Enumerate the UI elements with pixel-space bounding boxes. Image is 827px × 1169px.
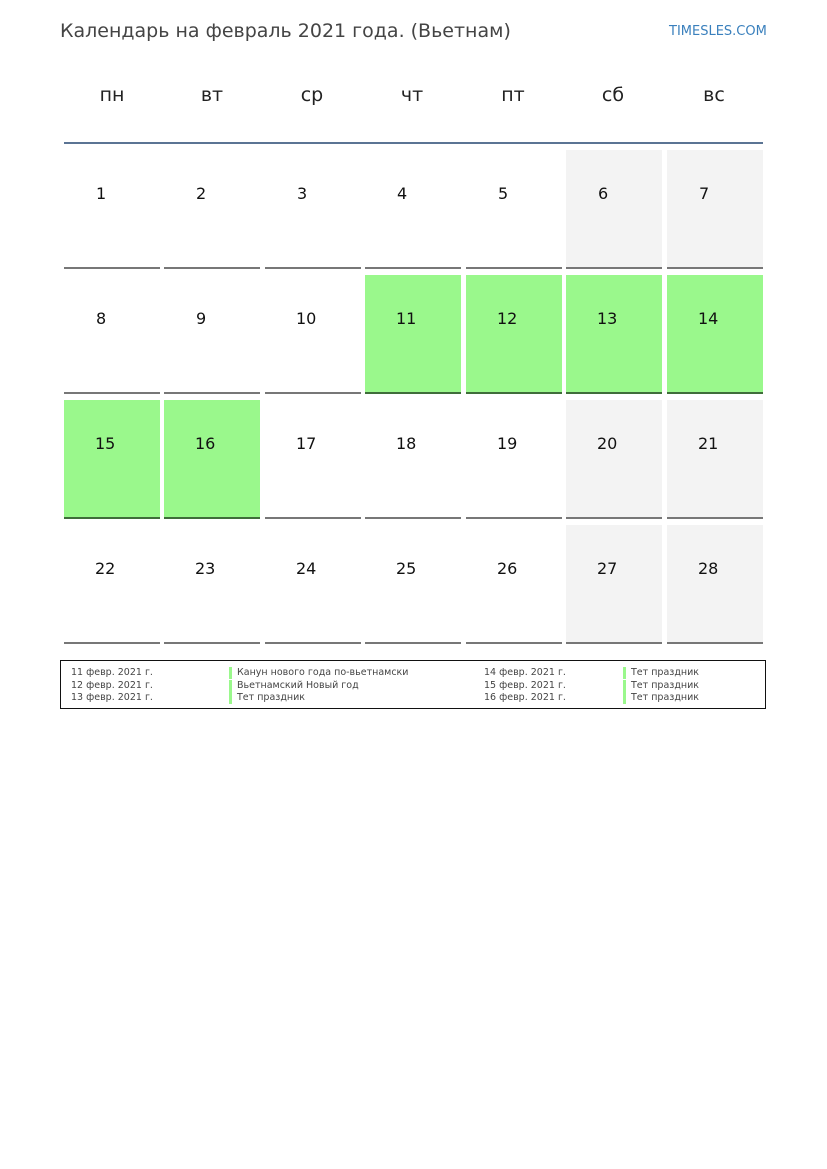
legend-dates-right xyxy=(484,667,566,705)
day-number: 6 xyxy=(598,184,609,203)
holiday-marker xyxy=(229,667,232,679)
day-cell xyxy=(466,400,562,519)
day-number: 28 xyxy=(698,559,719,578)
day-number: 13 xyxy=(597,309,618,328)
day-cell xyxy=(265,275,361,394)
legend-name: Канун нового года по-вьетнамски xyxy=(237,667,409,678)
legend-item xyxy=(631,680,699,693)
day-cell xyxy=(566,275,662,394)
legend-item xyxy=(237,667,408,680)
holiday-marker xyxy=(229,680,232,692)
day-number: 5 xyxy=(498,184,509,203)
holiday-legend xyxy=(60,660,766,709)
legend-item xyxy=(631,692,699,705)
day-number: 4 xyxy=(397,184,408,203)
weekday-label: вт xyxy=(200,84,224,106)
holiday-marker xyxy=(623,680,626,692)
day-cell xyxy=(64,275,160,394)
day-cell xyxy=(466,275,562,394)
day-number: 2 xyxy=(196,184,207,203)
day-number: 11 xyxy=(396,309,417,328)
day-number: 19 xyxy=(497,434,518,453)
day-number: 8 xyxy=(96,309,107,328)
site-link[interactable]: TIMESLES.COM xyxy=(669,24,767,39)
holiday-marker xyxy=(623,667,626,679)
legend-dates-left xyxy=(71,667,153,705)
day-cell xyxy=(667,150,763,269)
day-cell xyxy=(667,400,763,519)
legend-names-right xyxy=(631,667,699,705)
day-cell xyxy=(164,150,260,269)
weekday-label: сб xyxy=(601,84,625,106)
day-number: 26 xyxy=(497,559,518,578)
day-cell xyxy=(64,525,160,644)
day-cell xyxy=(164,275,260,394)
day-cell xyxy=(365,400,461,519)
legend-name: Тет праздник xyxy=(631,667,700,678)
legend-item xyxy=(237,692,408,705)
day-cell xyxy=(164,525,260,644)
day-number: 17 xyxy=(296,434,317,453)
day-cell xyxy=(164,400,260,519)
legend-names-left xyxy=(237,667,408,705)
legend-name: Тет праздник xyxy=(237,692,306,703)
day-cell xyxy=(566,400,662,519)
day-cell xyxy=(667,275,763,394)
day-number: 24 xyxy=(296,559,317,578)
day-number: 27 xyxy=(597,559,618,578)
day-cell xyxy=(365,525,461,644)
weekday-label: пт xyxy=(501,84,525,106)
day-cell xyxy=(265,400,361,519)
day-cell xyxy=(265,150,361,269)
day-cell xyxy=(667,525,763,644)
day-number: 14 xyxy=(698,309,719,328)
weekday-label: пн xyxy=(99,84,125,106)
day-number: 10 xyxy=(296,309,317,328)
legend-date: 12 февр. 2021 г. xyxy=(71,679,153,691)
legend-item xyxy=(237,680,408,693)
day-cell xyxy=(365,150,461,269)
legend-date: 16 февр. 2021 г. xyxy=(484,692,566,703)
day-cell xyxy=(566,150,662,269)
legend-name: Тет праздник xyxy=(631,679,700,691)
weekday-label: чт xyxy=(400,84,424,106)
day-number: 16 xyxy=(195,434,216,453)
day-number: 21 xyxy=(698,434,719,453)
day-number: 18 xyxy=(396,434,417,453)
holiday-marker xyxy=(623,692,626,704)
day-number: 9 xyxy=(196,309,207,328)
day-number: 1 xyxy=(96,184,107,203)
day-cell xyxy=(466,150,562,269)
legend-name: Вьетнамский Новый год xyxy=(237,679,359,691)
day-number: 3 xyxy=(297,184,308,203)
day-cell xyxy=(466,525,562,644)
day-number: 12 xyxy=(497,309,518,328)
day-number: 7 xyxy=(699,184,710,203)
holiday-marker xyxy=(229,692,232,704)
day-number: 15 xyxy=(95,434,116,453)
legend-name: Тет праздник xyxy=(631,692,700,703)
weekday-label: ср xyxy=(300,84,324,106)
legend-date: 14 февр. 2021 г. xyxy=(484,667,566,678)
day-number: 22 xyxy=(95,559,116,578)
day-cell xyxy=(265,525,361,644)
day-number: 25 xyxy=(396,559,417,578)
legend-date: 15 февр. 2021 г. xyxy=(484,679,566,691)
day-cell xyxy=(566,525,662,644)
day-number: 23 xyxy=(195,559,216,578)
day-number: 20 xyxy=(597,434,618,453)
day-cell xyxy=(64,400,160,519)
day-cell xyxy=(64,150,160,269)
legend-date: 13 февр. 2021 г. xyxy=(71,692,153,703)
day-cell xyxy=(365,275,461,394)
weekday-label: вс xyxy=(703,84,725,106)
legend-date: 11 февр. 2021 г. xyxy=(71,667,153,678)
legend-item xyxy=(631,667,699,680)
page-title: Календарь на февраль 2021 года. (Вьетнам) xyxy=(60,20,511,42)
